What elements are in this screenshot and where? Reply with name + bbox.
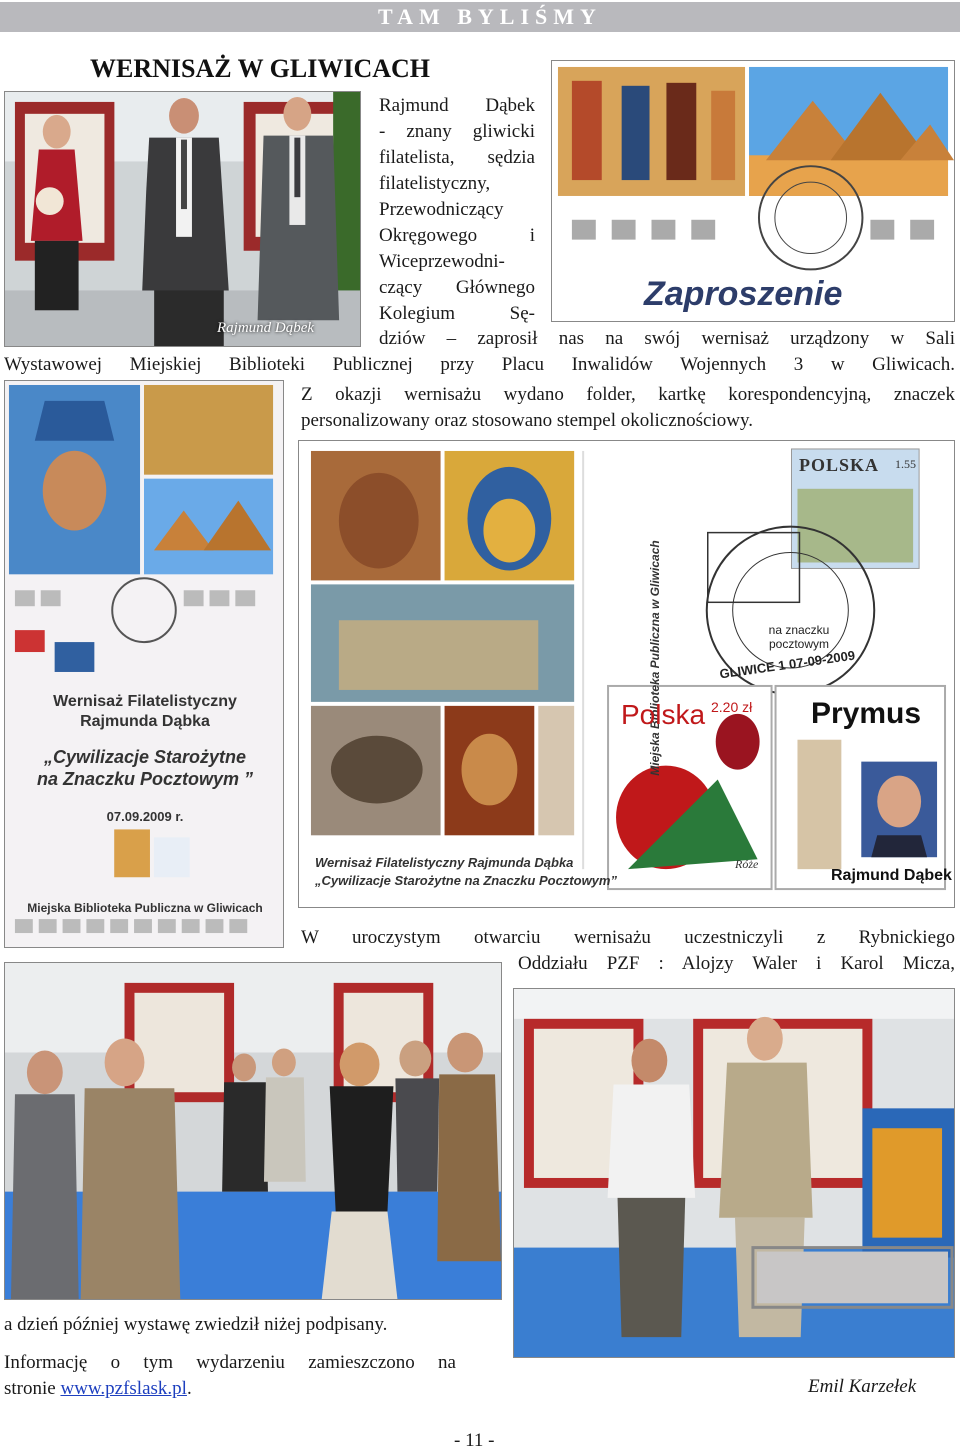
folder-title-2: Rajmunda Dąbka bbox=[80, 713, 210, 730]
rose-stamp-country: Polska bbox=[621, 699, 706, 730]
portrait-photo bbox=[4, 91, 361, 347]
section-title: TAM BYLIŚMY bbox=[378, 4, 602, 29]
folder-image bbox=[4, 380, 284, 948]
card-bottom-2: „Cywilizacje Starożytne na Znaczku Pocztowym” bbox=[315, 873, 617, 888]
intro-line: czący Głównego bbox=[379, 277, 535, 298]
paragraph-okazja bbox=[301, 382, 955, 434]
intro-line: Rajmund Dąbek bbox=[379, 95, 535, 116]
paragraph-line: personalizowany oraz stosowano stempel okolicznościowy. bbox=[301, 410, 754, 431]
visitors-photo bbox=[513, 988, 955, 1358]
paragraph-line bbox=[4, 1376, 192, 1402]
card-vertical-text: Miejska Biblioteka Publiczna w Gliwicach bbox=[648, 540, 662, 776]
page-number: - 11 - bbox=[454, 1430, 495, 1451]
postcard-image bbox=[298, 440, 955, 908]
website-link[interactable]: www.pzfslask.pl bbox=[60, 1378, 187, 1399]
section-header bbox=[0, 2, 960, 32]
paragraph-line: W uroczystym otwarciu wernisażu uczestniczyli z Rybnickiego bbox=[301, 927, 955, 948]
postmark-city: GLIWICE 1 07-09-2009 bbox=[718, 647, 856, 682]
intro-line: Okręgowego i bbox=[379, 225, 535, 246]
author-signature: Emil Karzełek bbox=[808, 1376, 917, 1397]
portrait-caption: Rajmund Dąbek bbox=[217, 320, 315, 336]
paragraph-line: Z okazji wernisażu wydano folder, kartkę korespondencyjną, znaczek bbox=[301, 384, 955, 405]
stamp-country: POLSKA bbox=[799, 455, 880, 475]
intro-line: filatelista, sędzia bbox=[379, 147, 535, 168]
folder-library: Miejska Biblioteka Publiczna w Gliwicach bbox=[27, 901, 263, 915]
rose-stamp-value: 2.20 zł bbox=[711, 699, 753, 715]
folder-date: 07.09.2009 r. bbox=[106, 809, 184, 824]
crowd-photo bbox=[4, 962, 502, 1300]
paragraph-line: Oddziału PZF : Alojzy Waler i Karol Micza, bbox=[518, 953, 955, 974]
invitation-word: Zaproszenie bbox=[644, 275, 843, 313]
paragraph-line: dziów – zaprosił nas na swój wernisaż urządzony w Sali bbox=[379, 328, 955, 349]
intro-text-column bbox=[379, 93, 535, 327]
paragraph-line: Wystawowej Miejskiej Biblioteki Publicznej przy Placu Inwalidów Wojennych 3 w Gliwicach. bbox=[4, 354, 955, 375]
article-title: WERNISAŻ W GLIWICACH bbox=[90, 54, 431, 83]
folder-subtitle-1: „Cywilizacje Starożytne bbox=[43, 747, 247, 767]
invitation-image bbox=[551, 60, 955, 322]
folder-subtitle-2: na Znaczku Pocztowym ” bbox=[36, 769, 254, 789]
postmark-text: na znaczku pocztowym bbox=[768, 623, 830, 651]
folder-title-1: Wernisaż Filatelistyczny bbox=[53, 693, 237, 710]
info-suffix: . bbox=[186, 1378, 192, 1399]
card-bottom-1: Wernisaż Filatelistyczny Rajmunda Dąbka bbox=[315, 855, 574, 870]
intro-line: Przewodniczący bbox=[379, 199, 504, 220]
paragraph-line: Informację o tym wydarzeniu zamieszczono na bbox=[4, 1352, 456, 1373]
intro-line: filatelistyczny, bbox=[379, 173, 491, 194]
prymus-name: Rajmund Dąbek bbox=[831, 867, 952, 884]
paragraph-line: a dzień później wystawę zwiedził niżej podpisany. bbox=[4, 1314, 388, 1335]
rose-caption: Róże bbox=[735, 857, 759, 871]
intro-line: - znany gliwicki bbox=[379, 121, 535, 142]
intro-line: Wiceprzewodni- bbox=[379, 251, 505, 272]
intro-line: Kolegium Sę- bbox=[379, 303, 535, 324]
stamp-value: 1.55 bbox=[895, 457, 916, 471]
info-prefix: stronie bbox=[4, 1378, 56, 1399]
prymus-label: Prymus bbox=[811, 697, 922, 730]
